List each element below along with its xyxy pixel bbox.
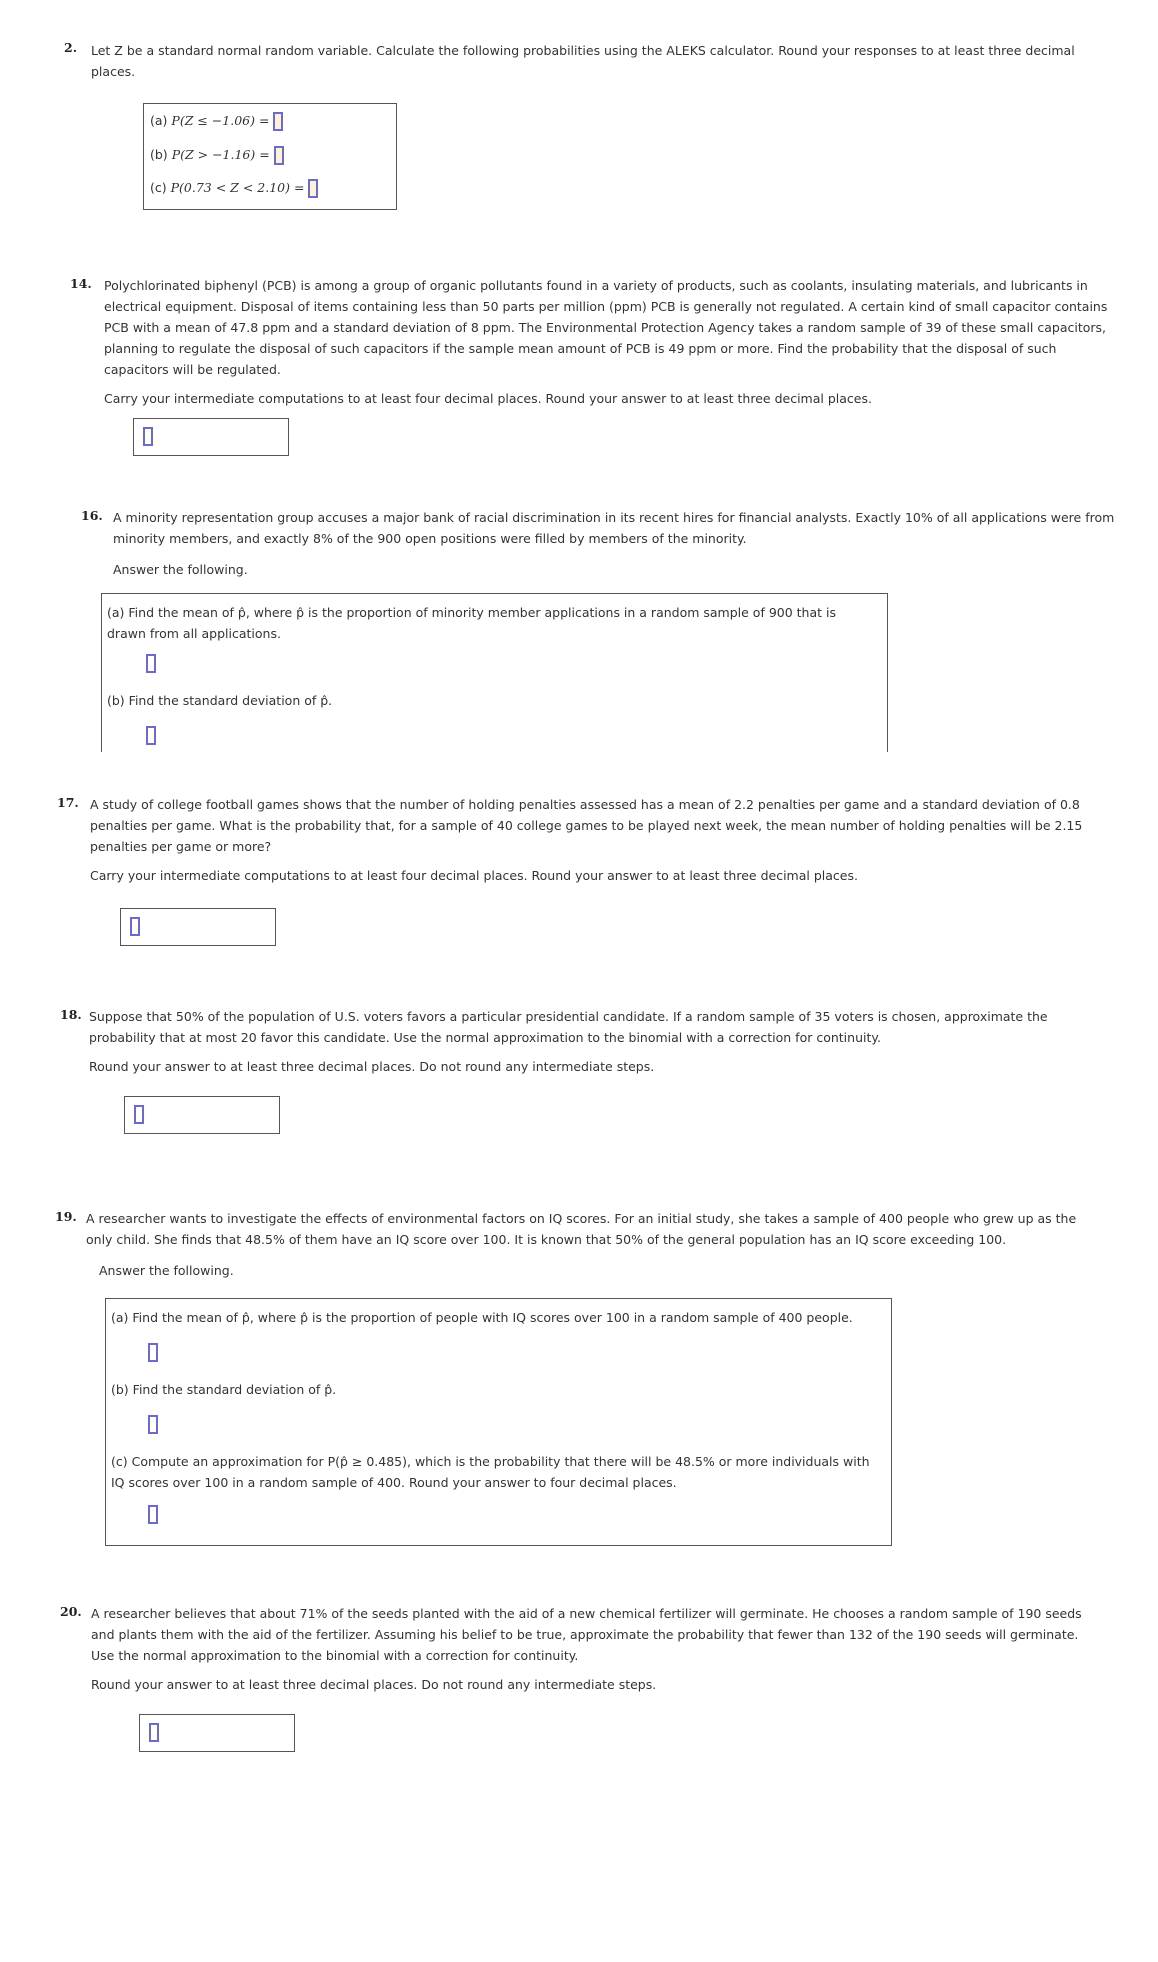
answer-input-a[interactable] [273,112,283,131]
question-2 [64,40,1094,90]
question-text: A researcher wants to investigate the effects of environmental factors on IQ scores. For an initial study, she takes a sample of 400 people who grew up as the only child. She finds that 48.5% of them have an IQ score over 100. It is known that 50% of the general population has an IQ score exceeding 100. [86,1211,1077,1247]
answer-input[interactable] [130,917,140,936]
question-20 [60,1603,1090,1703]
question-number: 14. [70,276,92,291]
question-number: 19. [55,1209,77,1224]
answer-box-q17 [120,908,276,946]
question-text: A researcher believes that about 71% of the seeds planted with the aid of a new chemical fertilizer will germinate. He chooses a random sample of 190 seeds and plants them with the aid of the fertilizer. Assuming his belief to be true, approximate the probability that fewer than 132 of the 190 seeds will germinate. Use the normal approximation to the binomial with a correction for continuity. [91,1606,1082,1663]
answer-input-b[interactable] [274,146,284,165]
instruction-text: Carry your intermediate computations to at least four decimal places. Round your answer to at least three decimal places. [90,868,858,883]
answer-box-q19 [105,1298,892,1546]
question-number: 20. [60,1604,82,1619]
question-number: 17. [57,795,79,810]
question-18 [60,1006,1090,1085]
question-14 [70,275,1110,417]
answer-box-q18 [124,1096,280,1134]
probability-expression: P(Z ≤ −1.06) = [171,113,270,128]
question-16 [81,507,1121,588]
answer-input-b[interactable] [148,1415,158,1434]
instruction-text: Answer the following. [113,562,248,577]
answer-box-q2 [143,103,397,210]
part-a [150,112,283,131]
answer-input-a[interactable] [146,654,156,673]
part-b [150,146,284,165]
probability-expression: P(Z > −1.16) = [171,147,270,162]
instruction-text: Carry your intermediate computations to at least four decimal places. Round your answer to at least three decimal places. [104,391,872,406]
question-number: 18. [60,1007,82,1022]
part-b-text: (b) Find the standard deviation of p̂. [107,693,333,708]
question-text: Polychlorinated biphenyl (PCB) is among a group of organic pollutants found in a variety of products, such as coolants, insulating materials, and lubricants in electrical equipment. Disposal of items containing less than 50 parts per million (ppm) PCB is generally not regulated. A certain kind of small capacitor contains PCB with a mean of 47.8 ppm and a standard deviation of 8 ppm. The Environmental Protection Agency takes a random sample of 39 of these small capacitors, planning to regulate the disposal of such capacitors if the sample mean amount of PCB is 49 ppm or more. Find the probability that the disposal of such capacitors will be regulated. [104,278,1108,377]
question-text: A study of college football games shows that the number of holding penalties assessed has a mean of 2.2 penalties per game and a standard deviation of 0.8 penalties per game. What is the probability that, for a sample of 40 college games to be played next week, the mean number of holding penalties will be 2.15 penalties per game or more? [90,797,1083,854]
answer-input-a[interactable] [148,1343,158,1362]
question-text: A minority representation group accuses a major bank of racial discrimination in its recent hires for financial analysts. Exactly 10% of all applications were from minority members, and exactly 8% of the 900 open positions were filled by members of the minority. [113,510,1115,546]
instruction-text: Answer the following. [99,1263,234,1278]
answer-input-c[interactable] [308,179,318,198]
instruction-text: Round your answer to at least three decimal places. Do not round any intermediate steps. [91,1677,657,1692]
part-b-text: (b) Find the standard deviation of p̂. [111,1382,337,1397]
answer-input[interactable] [149,1723,159,1742]
part-c-text: (c) Compute an approximation for P(p̂ ≥ 0.485), which is the probability that there will be 48.5% or more individuals with IQ scores over 100 in a random sample of 400. Round your answer to four decimal places. [111,1454,870,1490]
part-label: (a) [150,113,168,128]
part-a-text: (a) Find the mean of p̂, where p̂ is the proportion of people with IQ scores over 100 in a random sample of 400 people. [111,1310,853,1325]
question-number: 16. [81,508,103,523]
probability-expression: P(0.73 < Z < 2.10) = [170,180,305,195]
part-label: (c) [150,180,167,195]
part-label: (b) [150,147,168,162]
question-number: 2. [64,40,78,55]
answer-box-q16 [101,593,888,752]
question-text: Suppose that 50% of the population of U.S. voters favors a particular presidential candidate. If a random sample of 35 voters is chosen, approximate the probability that at most 20 favor this candidate. Use the normal approximation to the binomial with a correction for continuity. [89,1009,1048,1045]
part-a-text: (a) Find the mean of p̂, where p̂ is the proportion of minority member applications in a random sample of 900 that is drawn from all applications. [107,605,837,641]
answer-input[interactable] [143,427,153,446]
instruction-text: Round your answer to at least three decimal places. Do not round any intermediate steps. [89,1059,655,1074]
question-19 [55,1208,1095,1289]
part-c [150,179,318,198]
answer-box-q20 [139,1714,295,1752]
answer-box-q14 [133,418,289,456]
answer-input-b[interactable] [146,726,156,745]
question-17 [57,794,1087,894]
answer-input[interactable] [134,1105,144,1124]
question-text: Let Z be a standard normal random variable. Calculate the following probabilities using the ALEKS calculator. Round your responses to at least three decimal places. [91,43,1075,79]
answer-input-c[interactable] [148,1505,158,1524]
